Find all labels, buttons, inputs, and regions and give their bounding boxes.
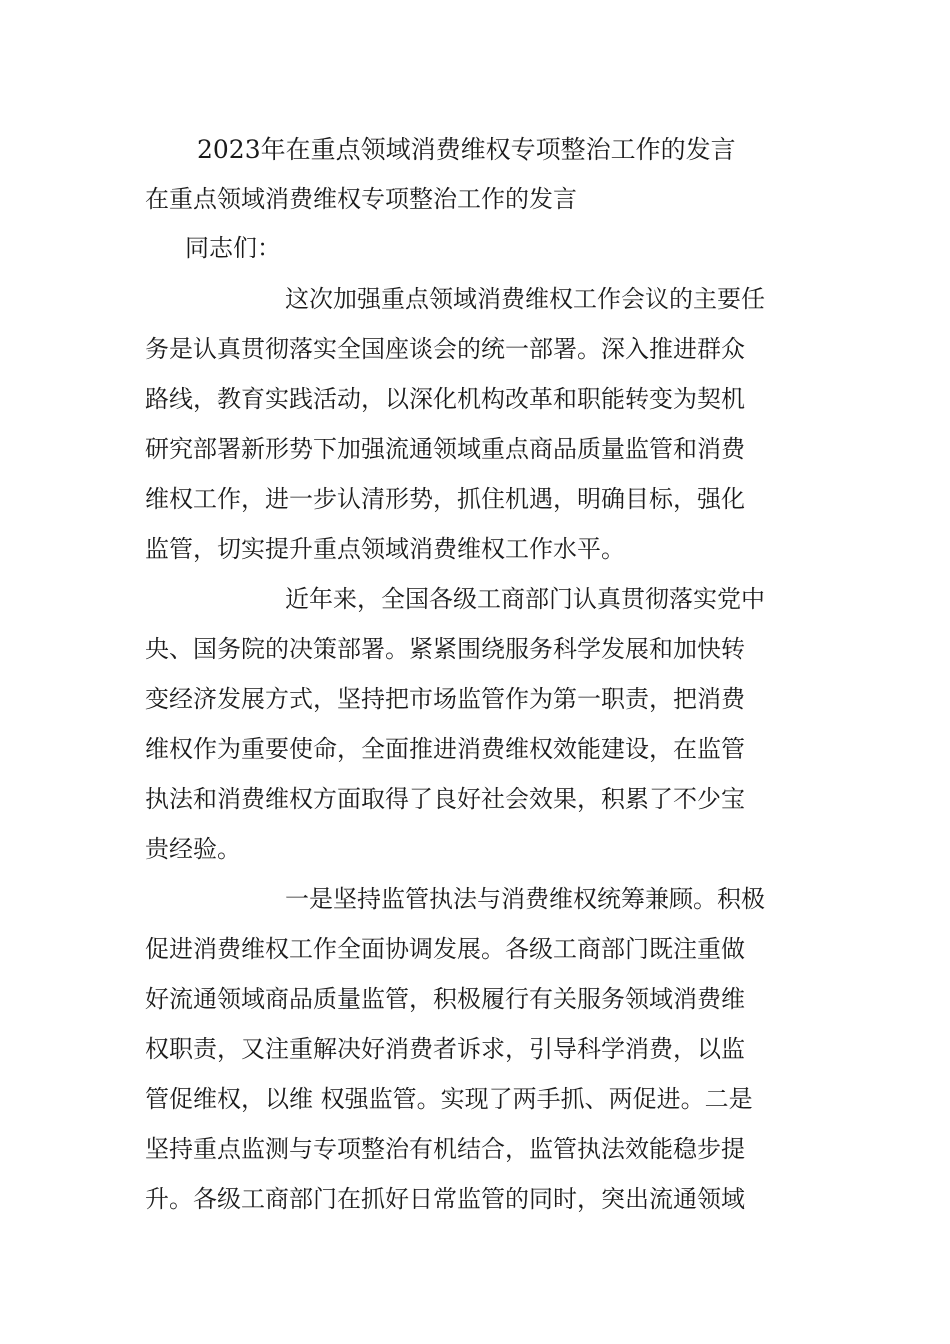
document-title: 2023年在重点领域消费维权专项整治工作的发言 — [197, 135, 736, 164]
paragraph-line: 变经济发展方式，坚持把市场监管作为第一职责，把消费 — [145, 685, 745, 713]
paragraph-line: 近年来，全国各级工商部门认真贯彻落实党中 — [285, 585, 765, 613]
paragraph-line: 务是认真贯彻落实全国座谈会的统一部署。深入推进群众 — [145, 335, 745, 363]
paragraph-line: 执法和消费维权方面取得了良好社会效果，积累了不少宝 — [145, 785, 745, 813]
paragraph-line: 维权作为重要使命，全面推进消费维权效能建设，在监管 — [145, 735, 745, 763]
paragraph-line: 路线，教育实践活动，以深化机构改革和职能转变为契机 — [145, 385, 745, 413]
paragraph-line: 促进消费维权工作全面协调发展。各级工商部门既注重做 — [145, 935, 745, 963]
paragraph-line: 这次加强重点领域消费维权工作会议的主要任 — [285, 285, 765, 313]
paragraph-line: 央、国务院的决策部署。紧紧围绕服务科学发展和加快转 — [145, 635, 745, 663]
paragraph-line: 管促维权，以维 权强监管。实现了两手抓、两促进。二是 — [145, 1085, 753, 1113]
paragraph-line: 权职责，又注重解决好消费者诉求，引导科学消费，以监 — [145, 1035, 745, 1063]
paragraph-line: 坚持重点监测与专项整治有机结合，监管执法效能稳步提 — [145, 1135, 745, 1163]
paragraph-line: 好流通领域商品质量监管，积极履行有关服务领域消费维 — [145, 985, 745, 1013]
paragraph-line: 一是坚持监管执法与消费维权统筹兼顾。积极 — [285, 885, 765, 913]
salutation: 同志们： — [185, 234, 281, 262]
paragraph-line: 研究部署新形势下加强流通领域重点商品质量监管和消费 — [145, 435, 745, 463]
paragraph-line: 维权工作，进一步认清形势，抓住机遇，明确目标，强化 — [145, 485, 745, 513]
document-subtitle: 在重点领域消费维权专项整治工作的发言 — [145, 185, 577, 213]
paragraph-line: 监管，切实提升重点领域消费维权工作水平。 — [145, 535, 625, 563]
paragraph-line: 贵经验。 — [145, 835, 241, 863]
paragraph-line: 升。各级工商部门在抓好日常监管的同时，突出流通领域 — [145, 1185, 745, 1213]
